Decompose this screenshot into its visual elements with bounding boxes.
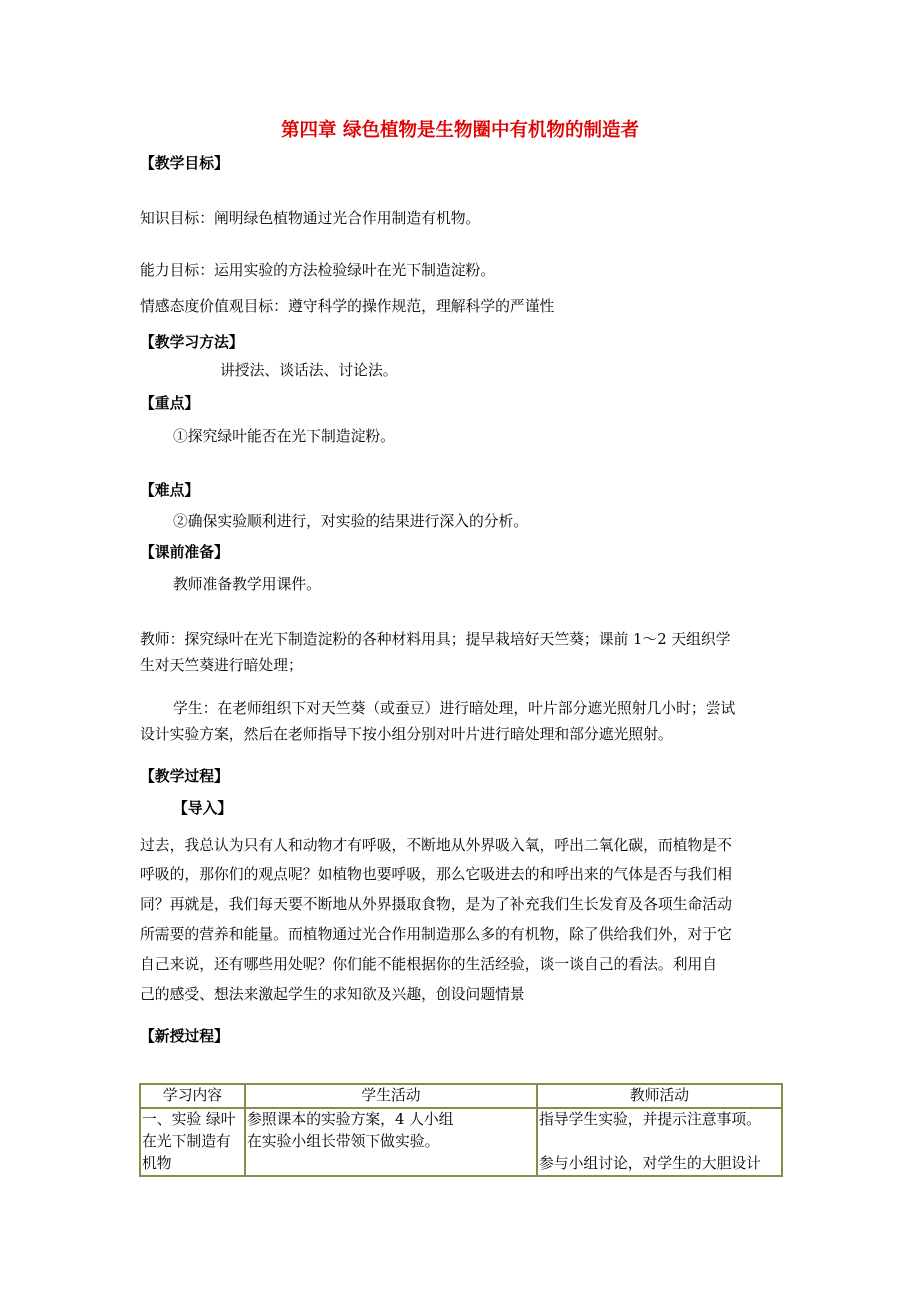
cell-line: 在实验小组长带领下做实验。 bbox=[247, 1133, 440, 1150]
cell-spacer bbox=[539, 1131, 780, 1153]
intro-line: 自己来说，还有哪些用处呢？你们能不能根据你的生活经验，谈一谈自己的看法。利用自 bbox=[140, 956, 718, 973]
method-text: 讲授法、谈话法、讨论法。 bbox=[220, 362, 398, 379]
student-prep-line bbox=[140, 726, 673, 744]
teacher-prep-line: 教师：探究绿叶在光下制造淀粉的各种材料用具；提早栽培好天竺葵；课前 1～2 天组织学 bbox=[140, 631, 731, 648]
table-row bbox=[140, 1108, 782, 1176]
table-header: 教师活动 bbox=[537, 1084, 782, 1108]
key-text: ①探究绿叶能否在光下制造淀粉。 bbox=[173, 428, 395, 445]
cell-line: 一、实验 绿叶 bbox=[142, 1111, 236, 1128]
table-header: 学生活动 bbox=[245, 1084, 537, 1108]
cell-line: 参与小组讨论，对学生的大胆设计 bbox=[539, 1155, 761, 1172]
student-prep-part: 设计实验方案，然后在老师指导 bbox=[140, 726, 348, 743]
intro-line: 过去，我总认为只有人和动物才有呼吸，不断地从外界吸入氧，呼出二氧化碳，而植物是不 bbox=[140, 837, 732, 854]
table-cell-student bbox=[245, 1108, 537, 1176]
table-cell-teacher bbox=[537, 1108, 782, 1176]
intro-line: 所需要的营养和能量。而植物通过光合作用制造那么多的有机物，除了供给我们外，对于它 bbox=[140, 926, 732, 943]
lesson-table bbox=[139, 1083, 783, 1177]
key-heading: 【重点】 bbox=[140, 395, 200, 412]
student-prep-part: 下按小组分别对叶片进行暗处理和部分遮光照射。 bbox=[347, 726, 673, 743]
table-header-row bbox=[140, 1084, 782, 1108]
method-heading: 【教学习方法】 bbox=[140, 334, 244, 351]
cell-line: 在光下制造有 bbox=[142, 1133, 231, 1150]
intro-line: 同？再就是，我们每天要不断地从外界摄取食物，是为了补充我们生长发育及各项生命活动 bbox=[140, 896, 732, 913]
cell-line: 机物 bbox=[142, 1155, 172, 1172]
prep-text: 教师准备教学用课件。 bbox=[173, 576, 321, 593]
cell-line: 参照课本的实验方案，4 人小组 bbox=[247, 1111, 454, 1128]
teacher-prep-line: 生对天竺葵进行暗处理； bbox=[140, 657, 303, 674]
goal-attitude: 情感态度价值观目标：遵守科学的操作规范，理解科学的严谨性 bbox=[140, 298, 555, 315]
intro-line: 己的感受、想法来激起学生的求知欲及兴趣，创设问题情景 bbox=[140, 986, 525, 1003]
goal-knowledge: 知识目标：阐明绿色植物通过光合作用制造有机物。 bbox=[140, 210, 481, 227]
document-title: 第四章 绿色植物是生物圈中有机物的制造者 bbox=[281, 120, 639, 141]
process-heading: 【教学过程】 bbox=[140, 768, 229, 785]
difficulty-heading: 【难点】 bbox=[140, 482, 200, 499]
prep-heading: 【课前准备】 bbox=[140, 544, 229, 561]
intro-heading: 【导入】 bbox=[173, 800, 233, 817]
intro-line: 呼吸的，那你们的观点呢？如植物也要呼吸，那么它吸进去的和呼出来的气体是否与我们相 bbox=[140, 866, 732, 883]
table-header: 学习内容 bbox=[140, 1084, 245, 1108]
goal-ability: 能力目标：运用实验的方法检验绿叶在光下制造淀粉。 bbox=[140, 262, 496, 279]
student-prep-line: 学生：在老师组织下对天竺葵（或蚕豆）进行暗处理，叶片部分遮光照射几小时；尝试 bbox=[173, 700, 736, 717]
table-cell-content bbox=[140, 1108, 245, 1176]
new-heading: 【新授过程】 bbox=[140, 1028, 229, 1045]
goals-heading: 【教学目标】 bbox=[140, 155, 229, 172]
cell-line: 指导学生实验，并提示注意事项。 bbox=[539, 1111, 761, 1128]
difficulty-text: ②确保实验顺利进行，对实验的结果进行深入的分析。 bbox=[173, 513, 529, 530]
